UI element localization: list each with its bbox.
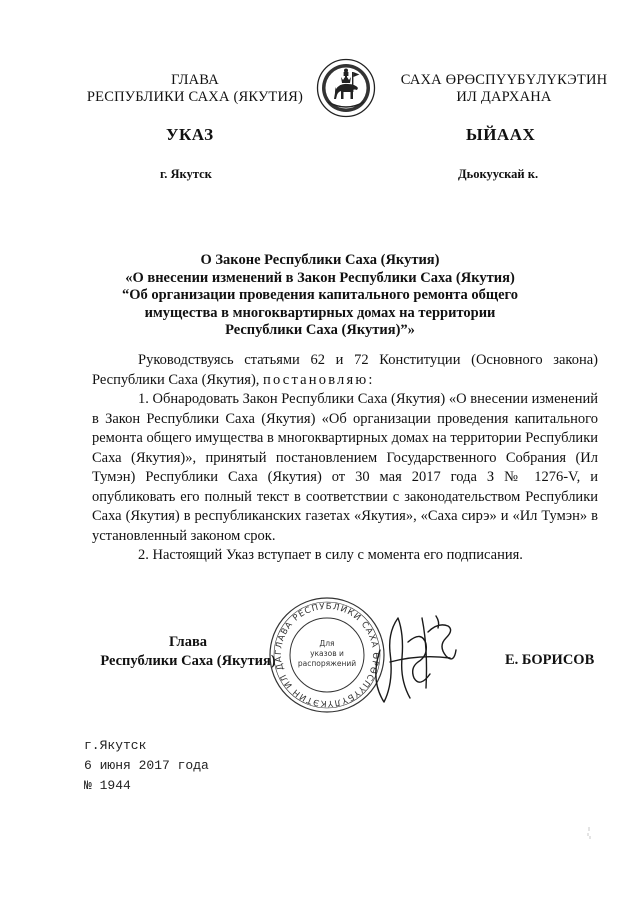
- clause-1: 1. Обнародовать Закон Республики Саха (Якутия) «О внесении изменений в Закон Республики Саха (Якутия) «Об организации проведения капитального ремонта общего имущества в многоквартирных домах на территории Республики Саха (Якутия)», принятый постановлением Государственного Собрания (Ил Тумэн) Республики Саха (Якутия) от 30 мая 2017 года З № 1276-V, и опубликовать его полный текст в соответствии с законодательством Республики Саха (Якутия) в республиканских газетах «Якутия», «Саха сирэ» и «Ил Тумэн» в установленный законом срок.: [92, 391, 598, 544]
- signatory-position-line-1: Глава: [168, 634, 208, 650]
- signatory-position-line-2: Республики Саха (Якутия): [100, 653, 276, 669]
- title-line-1: О Законе Республики Саха (Якутия): [200, 252, 440, 268]
- registration-block: [84, 736, 209, 796]
- issuer-title-yakut: [398, 72, 610, 106]
- registration-number: № 1944: [84, 778, 131, 793]
- city-label-russian: г. Якутск: [160, 167, 212, 181]
- issuer-line-1: ГЛАВА: [171, 72, 219, 88]
- issuer-line-yakut-2: ИЛ ДАРХАНА: [456, 89, 552, 105]
- city-label-yakut: Дьокуускай к.: [458, 167, 539, 181]
- stamp-center-line-1: Для: [319, 639, 335, 648]
- issuer-title-russian: [80, 72, 310, 106]
- decree-body: [92, 351, 598, 566]
- resolve-word: постановляю:: [263, 371, 375, 388]
- handwritten-signature: [370, 602, 458, 706]
- official-stamp: [268, 596, 386, 714]
- scan-mark: [586, 826, 592, 840]
- coat-of-arms-emblem-icon: [316, 58, 376, 118]
- clause-2: 2. Настоящий Указ вступает в силу с момента его подписания.: [138, 547, 523, 563]
- registration-date: 6 июня 2017 года: [84, 758, 209, 773]
- registration-city: г.Якутск: [84, 738, 147, 753]
- title-line-5: Республики Саха (Якутия)”»: [225, 322, 415, 338]
- title-line-3: “Об организации проведения капитального ремонта общего: [121, 287, 519, 303]
- decree-label-russian: УКАЗ: [166, 125, 214, 144]
- stamp-center-line-2: указов и: [310, 649, 344, 658]
- decree-label-yakut: ЫЙААХ: [466, 125, 536, 144]
- issuer-line-2: РЕСПУБЛИКИ САХА (ЯКУТИЯ): [86, 89, 304, 105]
- signatory-name: Е. БОРИСОВ: [505, 652, 595, 668]
- document-title: [60, 252, 580, 340]
- intro-text: Руководствуясь статьями 62 и 72 Конституции (Основного закона) Республики Саха (Якутия),: [92, 352, 598, 388]
- stamp-ring-text: ГЛАВА РЕСПУБЛИКИ САХА ӨРӨСПҮҮБҮЛҮКЭТИН ИЛ ДА: [273, 601, 381, 709]
- issuer-line-yakut-1: САХА ӨРӨСПҮҮБҮЛҮКЭТИН: [400, 72, 608, 88]
- title-line-4: имущества в многоквартирных домах на территории: [144, 304, 496, 321]
- signatory-position: [92, 633, 284, 671]
- stamp-center-line-3: распоряжений: [297, 659, 357, 668]
- title-line-2: «О внесении изменений в Закон Республики Саха (Якутия): [125, 269, 515, 286]
- intro-paragraph: [92, 351, 598, 390]
